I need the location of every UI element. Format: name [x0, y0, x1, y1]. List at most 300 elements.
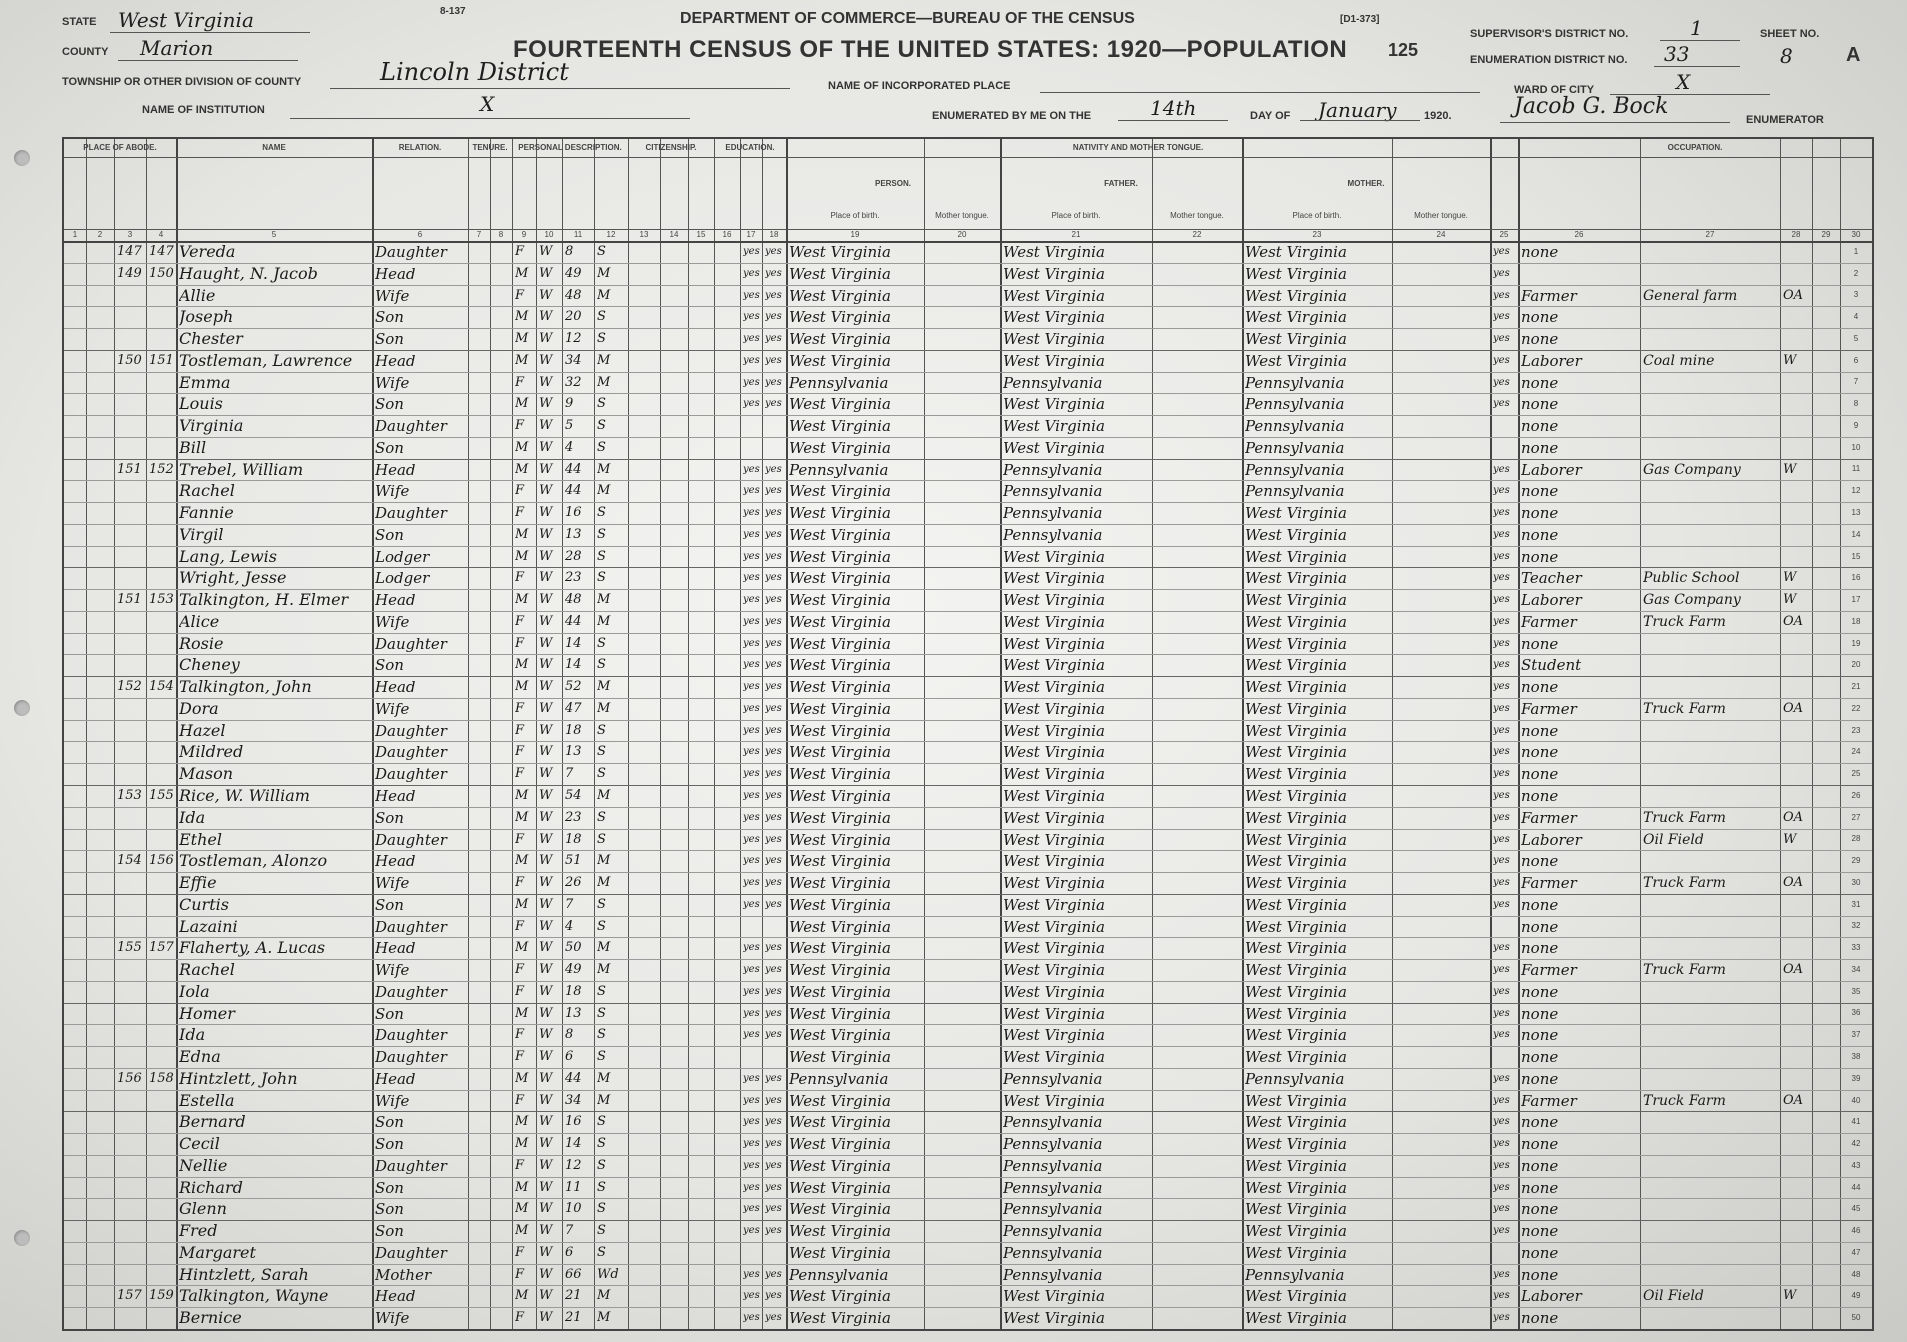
- cell-class: W: [1783, 352, 1797, 368]
- cell-english: yes: [1493, 942, 1510, 954]
- cell-relation: Head: [375, 678, 416, 697]
- cell-relation: Wife: [375, 612, 410, 631]
- cell-marital: S: [597, 548, 606, 564]
- cell-age: 52: [565, 679, 582, 695]
- cell-age: 14: [565, 635, 582, 651]
- cell-write: yes: [765, 1225, 782, 1237]
- cell-marital: S: [597, 766, 606, 782]
- line-number: 9: [1853, 420, 1859, 430]
- cell-father: West Virginia: [1003, 765, 1105, 784]
- column-number: 8: [498, 230, 504, 239]
- cell-marital: M: [597, 374, 611, 390]
- cell-occupation: none: [1521, 1135, 1559, 1154]
- column-number: 19: [850, 230, 860, 239]
- cell-birth: West Virginia: [789, 308, 891, 327]
- cell-industry: General farm: [1643, 287, 1738, 304]
- cell-age: 34: [565, 1092, 582, 1108]
- enumerator-label: ENUMERATOR: [1746, 114, 1824, 126]
- cell-class: OA: [1783, 809, 1804, 825]
- cell-father: West Virginia: [1003, 438, 1105, 457]
- cell-write: yes: [765, 1181, 782, 1193]
- cell-read: yes: [743, 877, 760, 889]
- column-divider: [1780, 139, 1781, 1329]
- column-divider: [146, 139, 147, 1329]
- enumerated-label: ENUMERATED BY ME ON THE: [932, 110, 1092, 122]
- column-group-heading: RELATION.: [398, 143, 442, 152]
- cell-read: yes: [743, 1203, 760, 1215]
- line-number: 5: [1853, 333, 1859, 343]
- cell-age: 32: [565, 374, 582, 390]
- cell-english: yes: [1493, 1138, 1510, 1150]
- cell-birth: West Virginia: [789, 417, 891, 436]
- cell-family: 154: [149, 679, 174, 695]
- cell-read: yes: [743, 1007, 760, 1019]
- cell-occupation: Farmer: [1521, 808, 1577, 827]
- county-label: COUNTY: [62, 46, 109, 58]
- cell-race: W: [539, 700, 553, 716]
- cell-english: yes: [1493, 833, 1510, 845]
- cell-age: 21: [565, 1288, 582, 1304]
- cell-sex: F: [515, 570, 525, 586]
- cell-occupation: none: [1521, 1243, 1559, 1262]
- cell-marital: S: [597, 1244, 606, 1260]
- cell-father: West Virginia: [1003, 1004, 1105, 1023]
- cell-write: yes: [765, 311, 782, 323]
- cell-write: yes: [765, 855, 782, 867]
- cell-marital: M: [597, 940, 611, 956]
- cell-family: 151: [149, 352, 174, 368]
- township-value: Lincoln District: [380, 58, 569, 86]
- cell-family: 150: [149, 265, 174, 281]
- cell-write: yes: [765, 1116, 782, 1128]
- cell-read: yes: [743, 550, 760, 562]
- cell-occupation: Laborer: [1521, 1287, 1582, 1306]
- cell-mother: West Virginia: [1245, 547, 1347, 566]
- cell-english: yes: [1493, 1159, 1510, 1171]
- cell-race: W: [539, 918, 553, 934]
- cell-name: Lazaini: [179, 916, 238, 936]
- cell-sex: F: [515, 766, 525, 782]
- cell-occupation: none: [1521, 982, 1559, 1001]
- cell-write: yes: [765, 550, 782, 562]
- column-group-heading: CITIZENSHIP.: [645, 143, 697, 152]
- cell-birth: West Virginia: [789, 1200, 891, 1219]
- cell-english: yes: [1493, 790, 1510, 801]
- cell-write: yes: [765, 398, 782, 410]
- line-number: 39: [1851, 1073, 1861, 1083]
- cell-father: West Virginia: [1003, 721, 1105, 740]
- cell-marital: S: [597, 418, 606, 434]
- cell-relation: Son: [375, 308, 404, 327]
- cell-dwelling: 156: [117, 1070, 142, 1086]
- cell-industry: Truck Farm: [1643, 962, 1726, 979]
- cell-occupation: none: [1521, 1265, 1559, 1284]
- cell-family: 156: [149, 853, 174, 869]
- line-number: 15: [1851, 551, 1861, 561]
- cell-father: West Virginia: [1003, 917, 1105, 936]
- enumerated-month: January: [1318, 98, 1397, 122]
- column-divider: [1640, 139, 1641, 1329]
- cell-name: Ida: [179, 1025, 206, 1045]
- nativity-column-heading: Mother tongue.: [1414, 211, 1468, 220]
- line-number: 34: [1851, 964, 1861, 974]
- cell-race: W: [539, 1223, 553, 1239]
- cell-marital: S: [597, 505, 606, 521]
- cell-name: Virgil: [179, 524, 224, 544]
- cell-mother: West Virginia: [1245, 874, 1347, 893]
- cell-father: Pennsylvania: [1003, 1243, 1103, 1262]
- column-number: 21: [1071, 230, 1081, 239]
- cell-name: Fred: [179, 1221, 218, 1241]
- column-divider: [1242, 139, 1244, 1329]
- cell-birth: West Virginia: [789, 330, 891, 349]
- column-divider: [1490, 139, 1492, 1329]
- cell-mother: West Virginia: [1245, 569, 1347, 588]
- cell-mother: West Virginia: [1245, 961, 1347, 980]
- cell-relation: Son: [375, 1222, 404, 1241]
- cell-race: W: [539, 1070, 553, 1086]
- cell-mother: West Virginia: [1245, 656, 1347, 675]
- cell-relation: Son: [375, 1113, 404, 1132]
- line-number: 10: [1851, 442, 1861, 452]
- cell-age: 44: [565, 1070, 582, 1086]
- column-number: 28: [1791, 230, 1801, 239]
- cell-write: yes: [765, 572, 782, 584]
- line-number: 25: [1851, 769, 1861, 779]
- cell-relation: Head: [375, 351, 416, 370]
- cell-father: West Virginia: [1003, 547, 1105, 566]
- cell-marital: M: [597, 853, 611, 869]
- column-divider: [740, 139, 741, 1329]
- cell-write: yes: [765, 833, 782, 845]
- column-divider: [714, 139, 715, 1329]
- cell-english: yes: [1493, 724, 1510, 736]
- cell-father: West Virginia: [1003, 874, 1105, 893]
- nativity-column-heading: Mother tongue.: [1170, 211, 1224, 220]
- cell-occupation: none: [1521, 1178, 1559, 1197]
- cell-name: Estella: [179, 1090, 235, 1110]
- cell-birth: West Virginia: [789, 1135, 891, 1154]
- cell-father: West Virginia: [1003, 634, 1105, 653]
- cell-birth: West Virginia: [789, 482, 891, 501]
- cell-class: W: [1783, 1288, 1797, 1304]
- cell-read: yes: [743, 1312, 760, 1324]
- cell-sex: F: [515, 700, 525, 716]
- cell-dwelling: 151: [117, 461, 142, 477]
- cell-marital: M: [597, 461, 611, 477]
- cell-name: Hintzlett, John: [179, 1068, 298, 1088]
- cell-birth: West Virginia: [789, 961, 891, 980]
- cell-relation: Wife: [375, 1309, 410, 1328]
- binder-hole-bottom: [14, 1230, 30, 1246]
- cell-industry: Truck Farm: [1643, 875, 1726, 892]
- nativity-subheading: FATHER.: [1104, 179, 1138, 188]
- cell-sex: M: [515, 896, 529, 912]
- cell-relation: Son: [375, 330, 404, 349]
- cell-marital: S: [597, 1027, 606, 1043]
- column-number: 29: [1821, 230, 1831, 239]
- column-number: 10: [544, 230, 554, 239]
- cell-occupation: none: [1521, 1309, 1559, 1328]
- cell-industry: Gas Company: [1643, 461, 1741, 478]
- cell-read: yes: [743, 1094, 760, 1106]
- cell-read: yes: [743, 1225, 760, 1237]
- cell-father: West Virginia: [1003, 699, 1105, 718]
- cell-name: Trebel, William: [179, 459, 304, 479]
- cell-dwelling: 152: [117, 679, 142, 695]
- cell-birth: West Virginia: [789, 547, 891, 566]
- cell-relation: Daughter: [375, 1156, 447, 1175]
- cell-birth: West Virginia: [789, 917, 891, 936]
- form-number: 8-137: [440, 6, 466, 17]
- cell-mother: West Virginia: [1245, 1135, 1347, 1154]
- column-divider: [924, 139, 925, 1329]
- cell-mother: Pennsylvania: [1245, 395, 1345, 414]
- line-number: 47: [1851, 1247, 1861, 1257]
- sheet-label: SHEET NO.: [1760, 28, 1820, 40]
- cell-marital: S: [597, 396, 606, 412]
- cell-read: yes: [743, 1029, 760, 1041]
- line-number: 8: [1853, 399, 1859, 409]
- cell-marital: M: [597, 613, 611, 629]
- cell-age: 21: [565, 1310, 582, 1326]
- cell-race: W: [539, 875, 553, 891]
- cell-age: 47: [565, 700, 582, 716]
- cell-name: Haught, N. Jacob: [179, 263, 318, 283]
- cell-industry: Public School: [1643, 570, 1740, 587]
- cell-race: W: [539, 265, 553, 281]
- cell-name: Mason: [179, 764, 234, 784]
- line-number: 16: [1851, 573, 1861, 583]
- cell-marital: M: [597, 1310, 611, 1326]
- cell-race: W: [539, 1027, 553, 1043]
- cell-occupation: none: [1521, 787, 1559, 805]
- cell-race: W: [539, 896, 553, 912]
- cell-race: W: [539, 853, 553, 869]
- cell-english: yes: [1493, 1029, 1510, 1041]
- cell-sex: M: [515, 331, 529, 347]
- cell-english: yes: [1493, 1116, 1510, 1128]
- cell-age: 13: [565, 1005, 582, 1021]
- cell-birth: Pennsylvania: [789, 1069, 889, 1088]
- column-number: 13: [639, 230, 649, 239]
- cell-english: yes: [1493, 333, 1510, 345]
- cell-relation: Wife: [375, 699, 410, 718]
- cell-marital: M: [597, 875, 611, 891]
- cell-read: yes: [743, 964, 760, 976]
- cell-age: 50: [565, 940, 582, 956]
- cell-name: Wright, Jesse: [179, 568, 287, 588]
- line-number: 44: [1851, 1182, 1861, 1192]
- cell-write: yes: [765, 681, 782, 693]
- cell-father: Pennsylvania: [1003, 482, 1103, 501]
- cell-english: yes: [1493, 311, 1510, 323]
- cell-marital: S: [597, 1114, 606, 1130]
- cell-occupation: Laborer: [1521, 830, 1582, 849]
- cell-race: W: [539, 657, 553, 673]
- cell-write: yes: [765, 354, 782, 366]
- cell-english: yes: [1493, 1203, 1510, 1215]
- line-number: 18: [1851, 616, 1861, 626]
- cell-age: 44: [565, 613, 582, 629]
- township-label: TOWNSHIP OR OTHER DIVISION OF COUNTY: [62, 76, 302, 88]
- cell-mother: West Virginia: [1245, 1048, 1347, 1067]
- county-value: Marion: [140, 36, 214, 60]
- cell-mother: West Virginia: [1245, 351, 1347, 370]
- cell-name: Bill: [179, 437, 207, 457]
- cell-birth: West Virginia: [789, 1004, 891, 1023]
- column-group-heading: TENURE.: [472, 143, 508, 152]
- cell-birth: West Virginia: [789, 1287, 891, 1306]
- cell-write: yes: [765, 1203, 782, 1215]
- cell-occupation: Farmer: [1521, 286, 1577, 305]
- cell-relation: Wife: [375, 286, 410, 305]
- form-code: [D1-373]: [1340, 14, 1380, 25]
- cell-race: W: [539, 592, 553, 608]
- institution-label: NAME OF INSTITUTION: [142, 104, 265, 116]
- column-number: 30: [1851, 230, 1861, 239]
- cell-marital: S: [597, 526, 606, 542]
- cell-read: yes: [743, 702, 760, 714]
- cell-occupation: none: [1521, 895, 1559, 914]
- cell-sex: M: [515, 309, 529, 325]
- cell-age: 5: [565, 418, 574, 434]
- institution-value: X: [480, 92, 495, 116]
- cell-class: W: [1783, 570, 1797, 586]
- cell-sex: F: [515, 875, 525, 891]
- header-rule: [64, 157, 1872, 158]
- cell-relation: Head: [375, 1287, 416, 1306]
- cell-read: yes: [743, 463, 760, 475]
- cell-sex: M: [515, 853, 529, 869]
- cell-birth: West Virginia: [789, 1026, 891, 1045]
- line-number: 12: [1851, 486, 1861, 496]
- cell-write: yes: [765, 637, 782, 649]
- line-number: 14: [1851, 529, 1861, 539]
- cell-race: W: [539, 1157, 553, 1173]
- cell-write: yes: [765, 702, 782, 714]
- cell-father: Pennsylvania: [1003, 1113, 1103, 1132]
- binder-hole-top: [14, 150, 30, 166]
- cell-birth: West Virginia: [789, 438, 891, 457]
- cell-industry: Truck Farm: [1643, 809, 1726, 826]
- cell-read: yes: [743, 354, 760, 366]
- enumerator-signature: Jacob G. Bock: [1514, 94, 1669, 119]
- cell-relation: Head: [375, 264, 416, 283]
- cell-industry: Truck Farm: [1643, 613, 1726, 630]
- cell-birth: West Virginia: [789, 1178, 891, 1197]
- cell-occupation: none: [1521, 678, 1559, 697]
- sheet-suffix: A: [1846, 44, 1861, 66]
- cell-age: 48: [565, 592, 582, 608]
- cell-english: yes: [1493, 702, 1510, 714]
- line-number: 46: [1851, 1226, 1861, 1236]
- cell-sex: M: [515, 352, 529, 368]
- cell-father: Pennsylvania: [1003, 1135, 1103, 1154]
- day-of-label: DAY OF: [1250, 110, 1291, 122]
- cell-relation: Wife: [375, 961, 410, 980]
- cell-write: yes: [765, 768, 782, 780]
- cell-marital: M: [597, 700, 611, 716]
- line-number: 22: [1851, 703, 1861, 713]
- cell-marital: S: [597, 809, 606, 825]
- cell-age: 28: [565, 548, 582, 564]
- cell-relation: Daughter: [375, 1243, 447, 1262]
- cell-father: Pennsylvania: [1003, 1178, 1103, 1197]
- cell-english: yes: [1493, 746, 1510, 758]
- cell-marital: M: [597, 265, 611, 281]
- cell-mother: West Virginia: [1245, 830, 1347, 849]
- cell-mother: West Virginia: [1245, 1243, 1347, 1262]
- cell-sex: F: [515, 1027, 525, 1043]
- cell-age: 9: [565, 396, 574, 412]
- cell-age: 23: [565, 570, 582, 586]
- cell-mother: West Virginia: [1245, 743, 1347, 762]
- cell-sex: M: [515, 1201, 529, 1217]
- cell-sex: F: [515, 287, 525, 303]
- cell-marital: S: [597, 635, 606, 651]
- cell-father: West Virginia: [1003, 1287, 1105, 1306]
- cell-name: Lang, Lewis: [179, 546, 277, 566]
- cell-family: 157: [149, 940, 174, 956]
- cell-marital: M: [597, 788, 611, 803]
- column-divider: [490, 139, 491, 1329]
- cell-sex: F: [515, 1049, 525, 1065]
- cell-birth: West Virginia: [789, 982, 891, 1001]
- cell-mother: West Virginia: [1245, 1309, 1347, 1328]
- cell-english: yes: [1493, 507, 1510, 519]
- cell-mother: West Virginia: [1245, 1287, 1347, 1306]
- cell-occupation: none: [1521, 765, 1559, 784]
- cell-class: W: [1783, 831, 1797, 847]
- cell-read: yes: [743, 1072, 760, 1084]
- cell-english: yes: [1493, 1268, 1510, 1280]
- cell-occupation: none: [1521, 1113, 1559, 1132]
- cell-relation: Lodger: [375, 569, 430, 588]
- cell-father: West Virginia: [1003, 395, 1105, 414]
- cell-english: yes: [1493, 637, 1510, 649]
- cell-name: Ethel: [179, 829, 222, 849]
- line-number: 30: [1851, 877, 1861, 887]
- cell-read: yes: [743, 811, 760, 823]
- cell-dwelling: 147: [117, 244, 142, 259]
- cell-age: 16: [565, 1114, 582, 1130]
- cell-relation: Wife: [375, 1091, 410, 1110]
- cell-write: yes: [765, 1072, 782, 1084]
- cell-read: yes: [743, 1138, 760, 1150]
- cell-read: yes: [743, 637, 760, 649]
- cell-birth: West Virginia: [789, 765, 891, 784]
- cell-birth: West Virginia: [789, 874, 891, 893]
- cell-race: W: [539, 766, 553, 782]
- cell-relation: Son: [375, 1004, 404, 1023]
- cell-race: W: [539, 1201, 553, 1217]
- cell-write: yes: [765, 724, 782, 736]
- cell-birth: West Virginia: [789, 286, 891, 305]
- cell-father: Pennsylvania: [1003, 1156, 1103, 1175]
- column-divider: [628, 139, 629, 1329]
- cell-race: W: [539, 1266, 553, 1282]
- cell-name: Alice: [179, 611, 220, 631]
- cell-sex: M: [515, 788, 529, 803]
- supervisor-label: SUPERVISOR'S DISTRICT NO.: [1470, 28, 1629, 40]
- cell-relation: Wife: [375, 482, 410, 501]
- cell-marital: S: [597, 309, 606, 325]
- cell-marital: M: [597, 962, 611, 978]
- cell-occupation: none: [1521, 721, 1559, 740]
- cell-name: Effie: [179, 873, 217, 893]
- enumerated-day: 14th: [1150, 96, 1197, 120]
